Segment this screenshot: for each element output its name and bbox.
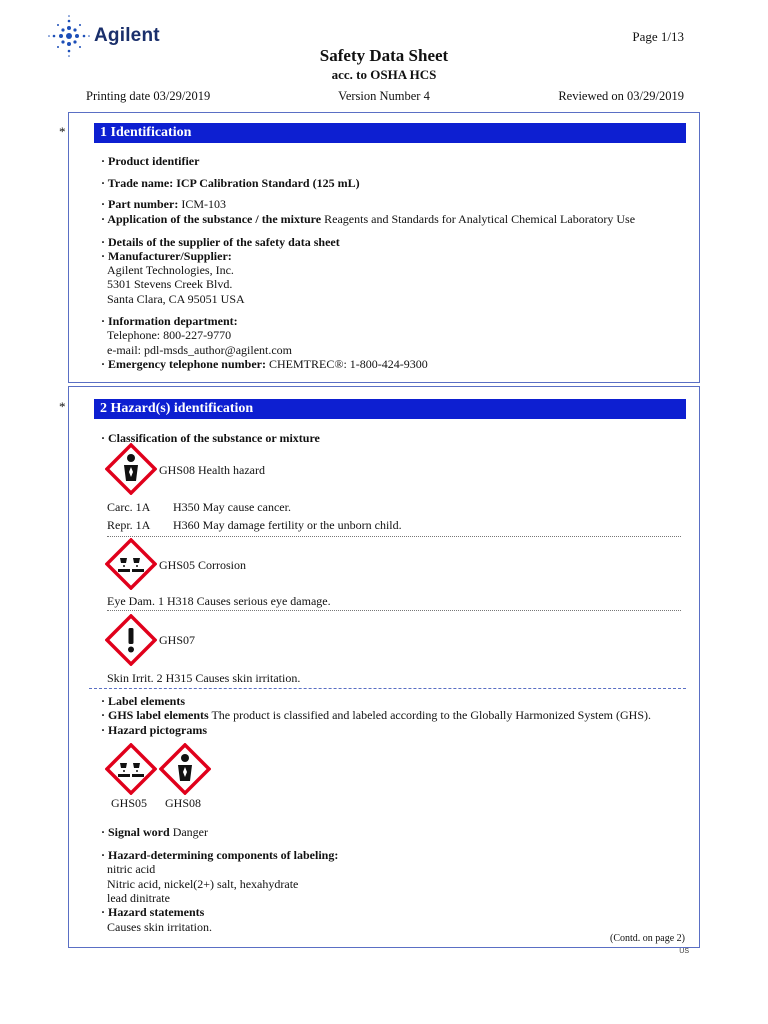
printing-date: Printing date 03/29/2019 bbox=[86, 89, 211, 103]
carc-statement: H350 May cause cancer. bbox=[173, 500, 291, 514]
signal-word: · Signal word Danger bbox=[101, 825, 209, 839]
address-line-1: Agilent Technologies, Inc. bbox=[107, 263, 234, 277]
section-heading-identification: 1 Identification bbox=[94, 123, 686, 143]
ghs05-label: GHS05 Corrosion bbox=[159, 558, 247, 572]
label-elements: · Label elements bbox=[101, 694, 185, 708]
address-line-2: 5301 Stevens Creek Blvd. bbox=[107, 277, 233, 291]
ghs08-health-hazard-icon bbox=[159, 743, 211, 795]
version-number: Version Number 4 bbox=[338, 89, 430, 103]
carc-class: Carc. 1A bbox=[107, 500, 151, 514]
emergency-telephone: · Emergency telephone number: CHEMTREC®: 1-800-424-9300 bbox=[101, 357, 428, 371]
divider-dashed bbox=[89, 688, 686, 689]
supplier-details: · Details of the supplier of the safety data sheet bbox=[101, 235, 340, 249]
region-tag: US bbox=[679, 948, 689, 955]
ghs08-health-hazard-icon bbox=[105, 443, 157, 495]
document-title: Safety Data Sheet bbox=[319, 46, 449, 65]
component-3: lead dinitrate bbox=[107, 891, 170, 905]
telephone: Telephone: 800-227-9770 bbox=[107, 328, 232, 342]
pictogram-caption-ghs05: GHS05 bbox=[111, 796, 148, 810]
hazard-components-label: · Hazard-determining components of labeling: bbox=[101, 848, 339, 862]
application: · Application of the substance / the mixture Reagents and Standards for Analytical Chemical Laboratory Use bbox=[101, 212, 636, 226]
revision-marker-2: * bbox=[59, 399, 66, 414]
skin-irritation-statement: Skin Irrit. 2 H315 Causes skin irritation. bbox=[107, 671, 301, 685]
divider-dotted-2 bbox=[107, 610, 681, 611]
continued-note: (Contd. on page 2) bbox=[610, 933, 685, 944]
ghs05-corrosion-icon bbox=[105, 743, 157, 795]
ghs08-label: GHS08 Health hazard bbox=[159, 463, 265, 477]
page-number: Page 1/13 bbox=[632, 29, 684, 44]
section-identification bbox=[68, 112, 700, 383]
hazard-statements-label: · Hazard statements bbox=[101, 905, 205, 919]
component-1: nitric acid bbox=[107, 862, 156, 876]
component-2: Nitric acid, nickel(2+) salt, hexahydrate bbox=[107, 877, 299, 891]
section-hazard-identification bbox=[68, 386, 700, 955]
hazard-statement-1: Causes skin irritation. bbox=[107, 920, 212, 934]
revision-marker-1: * bbox=[59, 124, 66, 139]
address-line-3: Santa Clara, CA 95051 USA bbox=[107, 292, 245, 306]
pictogram-caption-ghs08: GHS08 bbox=[165, 796, 202, 810]
reviewed-date: Reviewed on 03/29/2019 bbox=[558, 89, 684, 103]
classification-label: · Classification of the substance or mixture bbox=[101, 431, 320, 445]
divider-dotted-1 bbox=[107, 536, 681, 537]
part-number: · Part number: ICM-103 bbox=[101, 197, 226, 211]
repr-statement: H360 May damage fertility or the unborn child. bbox=[173, 518, 402, 532]
ghs05-corrosion-icon bbox=[105, 538, 157, 590]
ghs07-label: GHS07 bbox=[159, 633, 196, 647]
product-identifier: · Product identifier bbox=[101, 154, 200, 168]
repr-class: Repr. 1A bbox=[107, 518, 151, 532]
manufacturer-label: · Manufacturer/Supplier: bbox=[101, 249, 232, 263]
hazard-pictograms-label: · Hazard pictograms bbox=[101, 723, 207, 737]
trade-name: · Trade name: ICP Calibration Standard (125 mL) bbox=[101, 176, 360, 190]
brand-name: Agilent bbox=[94, 25, 160, 46]
section-heading-hazards: 2 Hazard(s) identification bbox=[94, 399, 686, 419]
eye-damage-statement: Eye Dam. 1 H318 Causes serious eye damage. bbox=[107, 594, 331, 608]
information-department: · Information department: bbox=[101, 314, 238, 328]
ghs-label-elements: · GHS label elements The product is classified and labeled according to the Globally Harmonized System (GHS). bbox=[101, 708, 652, 722]
ghs07-exclamation-icon bbox=[105, 614, 157, 666]
email[interactable]: e-mail: pdl-msds_author@agilent.com bbox=[107, 343, 293, 357]
document-subtitle: acc. to OSHA HCS bbox=[331, 67, 437, 82]
